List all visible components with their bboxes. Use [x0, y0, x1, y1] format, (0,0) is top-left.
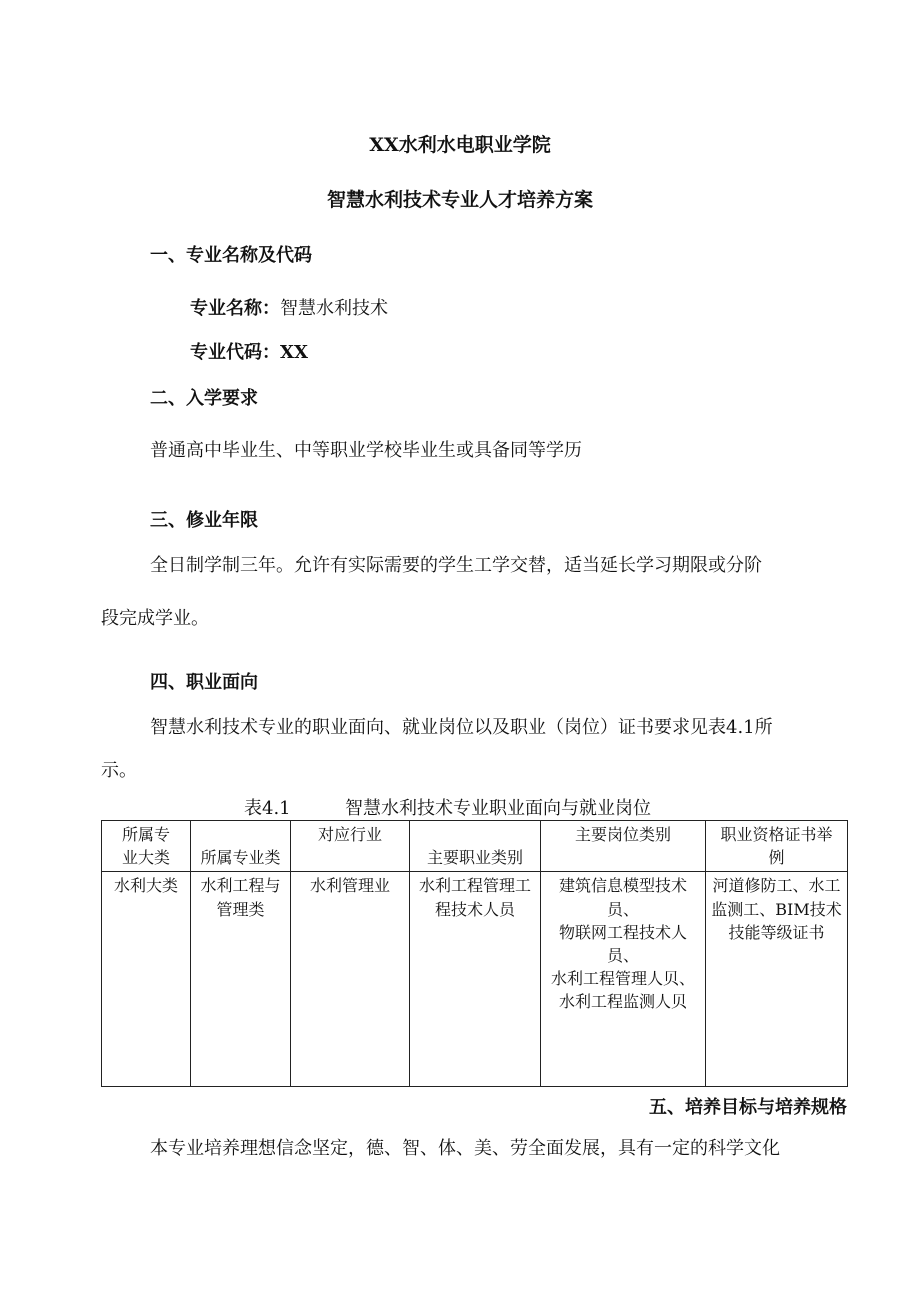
major-code-label: 专业代码：	[190, 342, 280, 363]
header-major-class: 所属专业类	[191, 821, 291, 872]
major-name-line	[190, 294, 388, 320]
training-goal-text: 本专业培养理想信念坚定，德、智、体、美、劳全面发展，具有一定的科学文化	[150, 1138, 780, 1159]
occupation-text-line-1: 智慧水利技术专业的职业面向、就业岗位以及职业（岗位）证书要求见表4.1所	[150, 717, 773, 738]
cell-industry: 水利管理业	[291, 872, 410, 1087]
cell-occupation-category: 水利工程管理工 程技术人员	[410, 872, 541, 1087]
table-header-row	[102, 821, 848, 872]
major-name-label: 专业名称：	[190, 298, 280, 319]
cell-certificate-examples: 河道修防工、水工 监测工、BIM技术 技能等级证书	[706, 872, 848, 1087]
document-subtitle: 智慧水利技术专业人才培养方案	[326, 189, 593, 211]
occupation-table	[101, 820, 848, 1087]
section-4-heading: 四、职业面向	[150, 672, 258, 693]
occupation-text-line-2: 示。	[101, 760, 137, 781]
table-number: 表4.1	[244, 798, 291, 819]
header-position-category: 主要岗位类别	[541, 821, 706, 872]
cell-position-category: 建筑信息模型技术 员、 物联网工程技术人 员、 水利工程管理人贝、 水利工程监测人贝	[541, 872, 706, 1087]
major-name-value: 智慧水利技术	[280, 298, 388, 319]
duration-text-line-2: 段完成学业。	[101, 608, 209, 629]
document-title: XX水利水电职业学院	[369, 134, 551, 156]
table-title: 智慧水利技术专业职业面向与就业岗位	[345, 798, 651, 819]
section-3-heading: 三、修业年限	[150, 510, 258, 531]
header-occupation-category: 主要职业类别	[410, 821, 541, 872]
cell-major-class: 水利工程与 管理类	[191, 872, 291, 1087]
duration-text-line-1: 全日制学制三年。允许有实际需要的学生工学交替，适当延长学习期限或分阶	[150, 555, 762, 576]
header-major-category: 所属专 业大类	[102, 821, 191, 872]
header-industry: 对应行业	[291, 821, 410, 872]
cell-major-category: 水利大类	[102, 872, 191, 1087]
admission-text: 普通高中毕业生、中等职业学校毕业生或具备同等学历	[150, 440, 582, 461]
section-1-heading: 一、专业名称及代码	[150, 245, 312, 266]
table-row	[102, 872, 848, 1087]
section-2-heading: 二、入学要求	[150, 388, 258, 409]
major-code-value: XX	[280, 342, 308, 363]
section-5-heading: 五、培养目标与培养规格	[649, 1097, 847, 1118]
major-code-line	[190, 338, 308, 364]
header-certificate-examples: 职业资格证书举 例	[706, 821, 848, 872]
